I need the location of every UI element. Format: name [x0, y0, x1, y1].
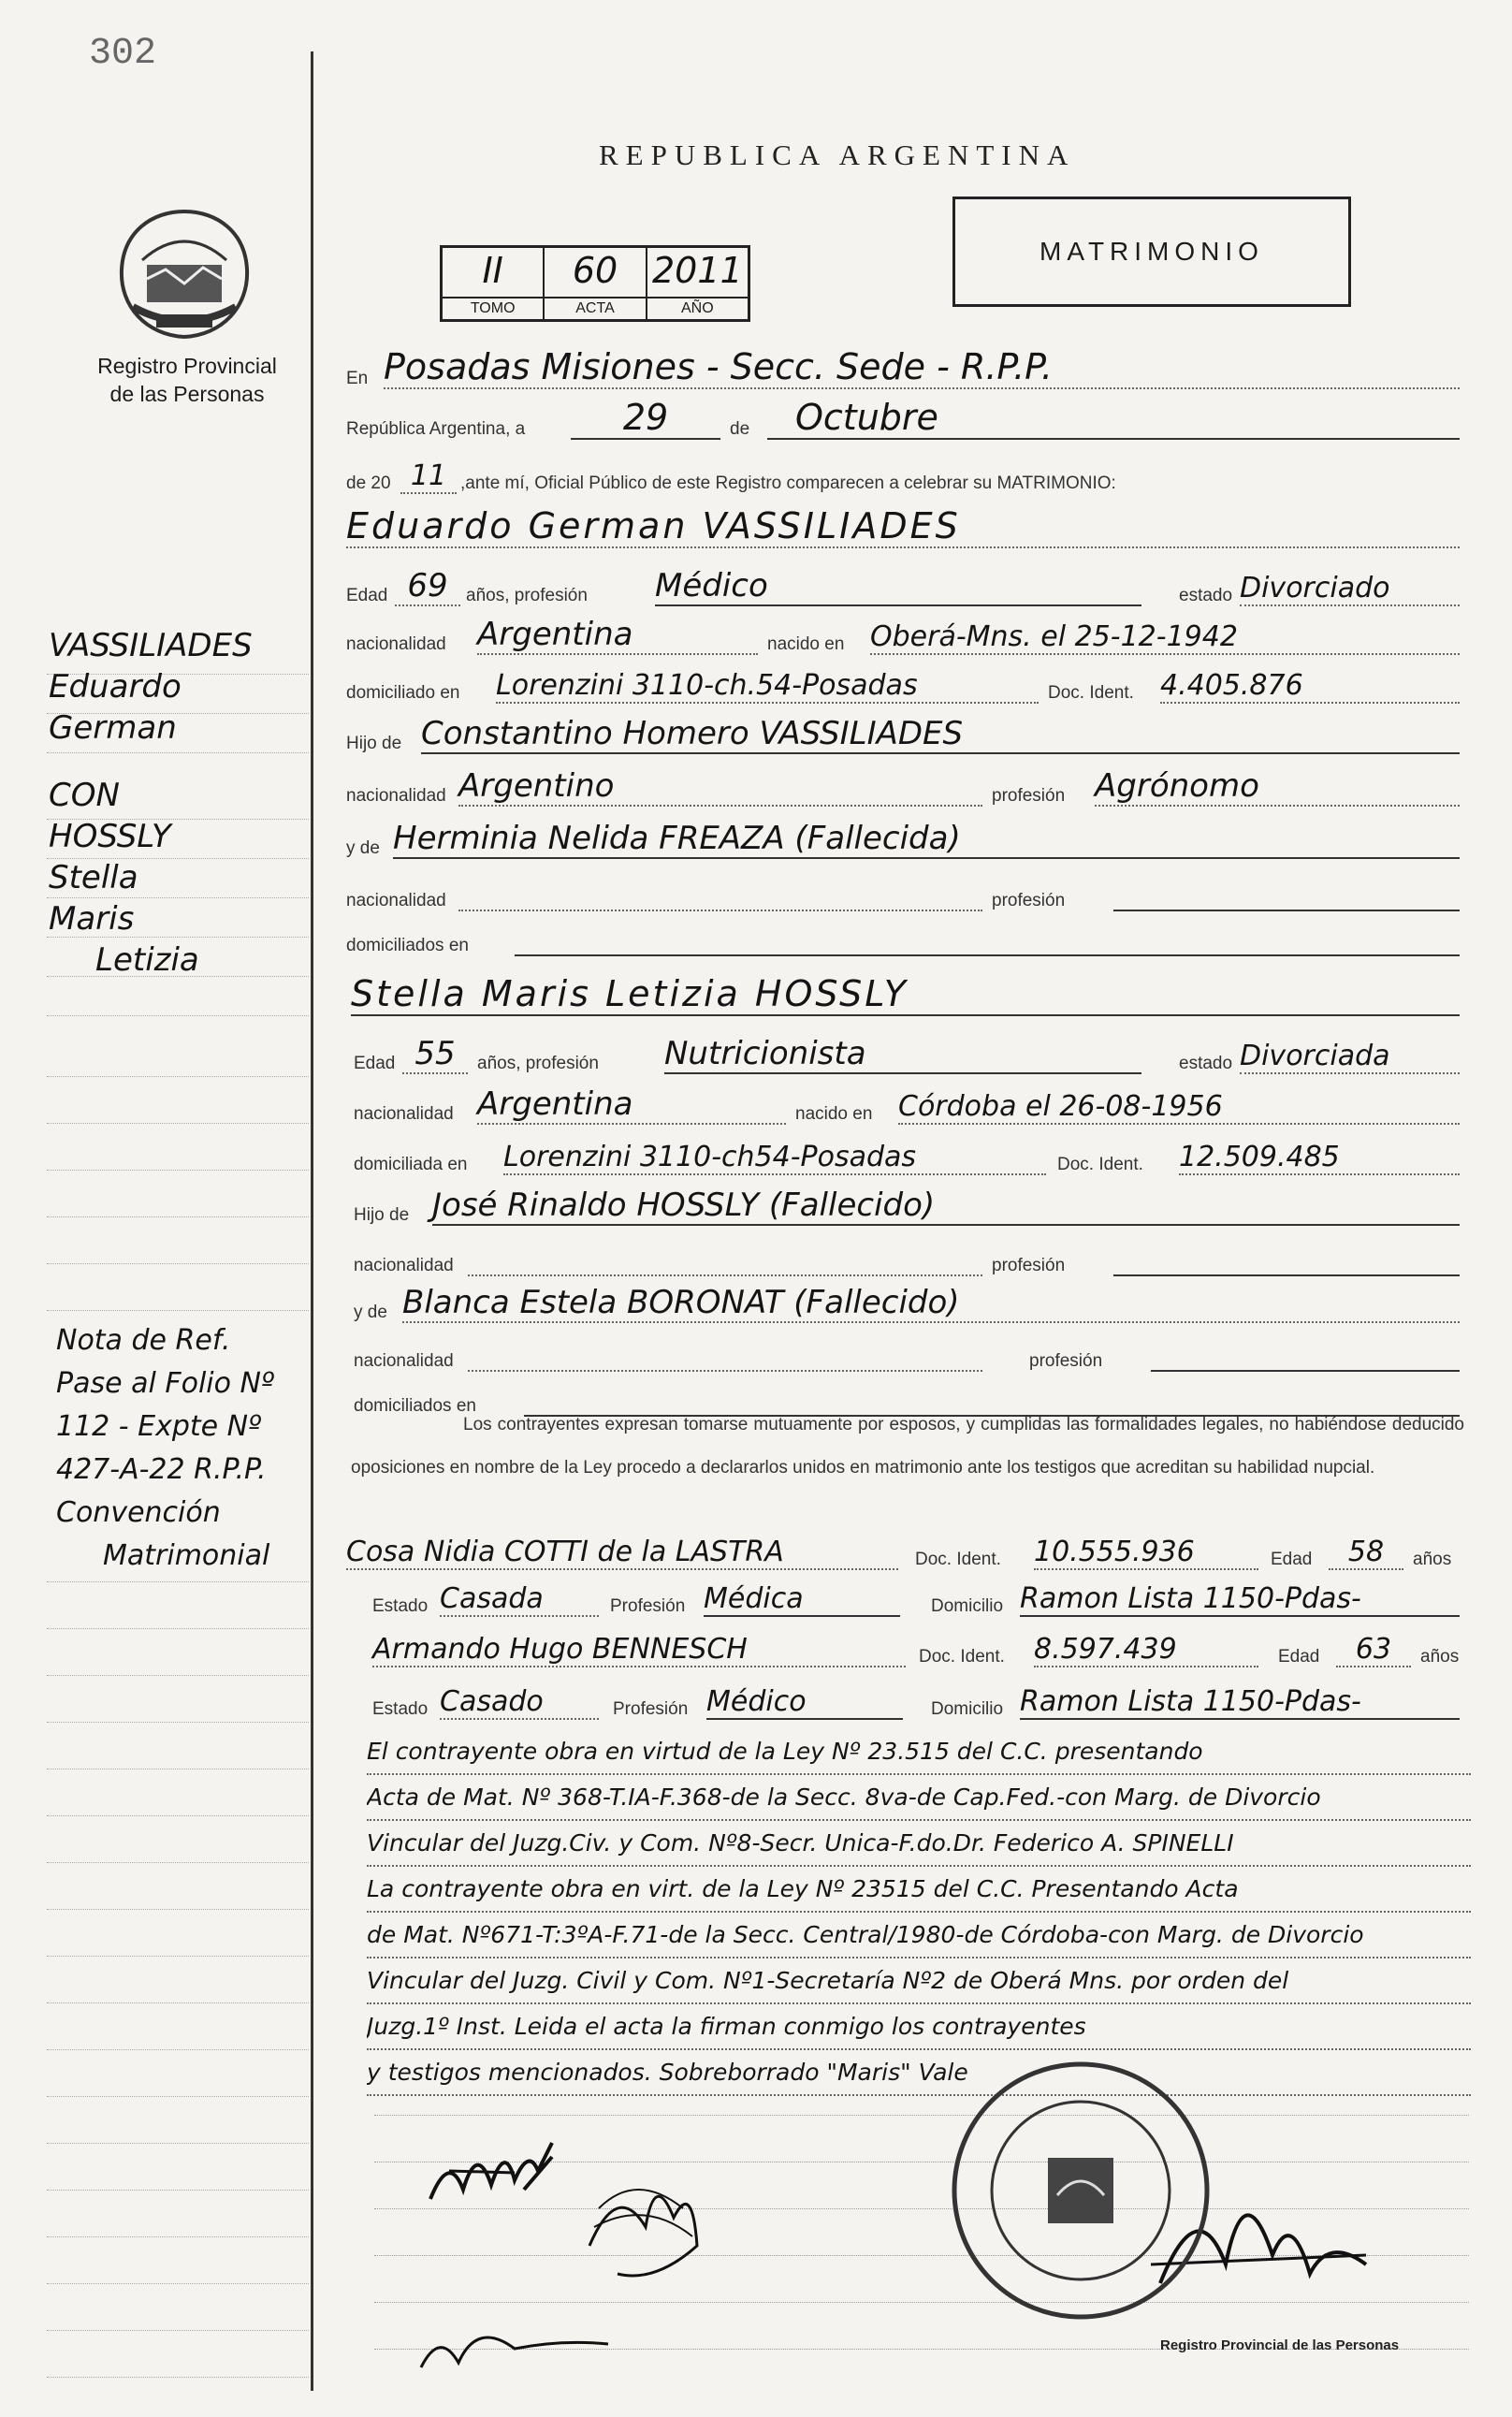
provincial-seal-icon [105, 204, 264, 344]
act-number-box [440, 245, 750, 322]
groom-mother: Herminia Nelida FREAZA (Fallecida) [393, 820, 1460, 859]
date-row: República Argentina, a 29 de Octubre [346, 404, 1469, 445]
groom-father-profession: Agrónomo [1095, 767, 1460, 807]
anio-label: AÑO [647, 297, 748, 319]
bride-status: Divorciada [1240, 1040, 1460, 1074]
signatures-icon [374, 2115, 1478, 2405]
witness1-status: Casada [440, 1582, 599, 1617]
groom-born: Oberá-Mns. el 25-12-1942 [870, 620, 1460, 655]
month-value: Octubre [767, 397, 1460, 440]
bride-profession: Nutricionista [664, 1035, 1141, 1074]
year-row: de 20 11 ,ante mí, Oficial Público de este Registro comparecen a celebrar su MATRIMONIO: [346, 459, 1116, 493]
witness1-address: Ramon Lista 1150-Pdas- [1020, 1582, 1460, 1617]
witness1-doc: 10.555.936 [1034, 1536, 1258, 1570]
place-value: Posadas Misiones - Secc. Sede - R.P.P. [384, 346, 1460, 389]
witness2-profession: Médico [706, 1685, 903, 1720]
page-number: 302 [89, 33, 157, 75]
bride-nationality: Argentina [477, 1085, 786, 1125]
witness2-name: Armando Hugo BENNESCH [372, 1633, 906, 1667]
day-value: 29 [571, 397, 720, 440]
witness2-status: Casado [440, 1685, 599, 1720]
groom-father: Constantino Homero VASSILIADES [421, 715, 1460, 754]
margin-note: Nota de Ref. Pase al Folio Nº 112 - Expte Nº 427-A-22 R.P.P. Convención Matrimonial [56, 1324, 275, 1572]
witness1-age: 58 [1329, 1536, 1403, 1570]
groom-nationality: Argentina [477, 616, 758, 655]
acta-value: 60 [572, 250, 618, 291]
declaration-text: Los contrayentes expresan tomarse mutuamente por esposos, y cumplidas las formalidades legales, no habiéndose deducido oposiciones en nombre de la Ley procedo a declararlos unidos en matrimonio ante los testigos que acreditan su habilidad nupcial. [351, 1415, 1464, 1478]
place-row: En Posadas Misiones - Secc. Sede - R.P.P. [346, 354, 1469, 395]
margin-rule [311, 51, 313, 2391]
margin-names: VASSILIADES Eduardo German CON HOSSLY Stella Maris Letizia [49, 627, 253, 979]
bride-age: 55 [402, 1035, 468, 1074]
bride-doc: 12.509.485 [1179, 1141, 1460, 1175]
republic-heading: REPUBLICA ARGENTINA [599, 138, 1076, 171]
witness2-doc: 8.597.439 [1034, 1633, 1258, 1667]
handwritten-notes: El contrayente obra en virtud de la Ley Nº 23.515 del C.C. presentando Acta de Mat. Nº 368-T.IA-F.368-de la Secc. 8va-de Cap.Fed.-con Marg. de Divorcio Vincular del Juzg.Civ. y Com. Nº8-Secr. Unica-F.do.Dr. Federico A. SPINELLI La contrayente obra en virt. de la Ley Nº 23515 del C.C. Presentando Acta de Mat. Nº671-T:3ºA-F.71-de la Secc. Central/1980-de Córdoba-con Marg. de Divorcio Vincular del Juzg. Civil y Com. Nº1-Secretaría Nº2 de Oberá Mns. por orden del Juzg.1º Inst. Leida el acta la firman conmigo los contrayentes y testigos mencionados. Sobreborrado "Maris" Vale [367, 1729, 1471, 2096]
witness1-profession: Médica [704, 1582, 900, 1617]
bride-mother: Blanca Estela BORONAT (Fallecido) [402, 1284, 1460, 1323]
year-value: 11 [400, 459, 457, 494]
bride-father: José Rinaldo HOSSLY (Fallecido) [432, 1187, 1460, 1226]
anio-value: 2011 [651, 250, 743, 291]
act-type-box: MATRIMONIO [952, 197, 1351, 307]
official-stamp-icon [945, 2055, 1216, 2326]
groom-age: 69 [395, 567, 460, 606]
groom-profession: Médico [655, 567, 1141, 606]
bride-name: Stella Maris Letizia HOSSLY [351, 973, 1460, 1016]
witness2-age: 63 [1336, 1633, 1411, 1667]
groom-father-nationality: Argentino [458, 767, 982, 807]
tomo-value: II [482, 250, 503, 291]
witness1-name: Cosa Nidia COTTI de la LASTRA [346, 1536, 898, 1570]
groom-doc: 4.405.876 [1160, 669, 1460, 704]
tomo-label: TOMO [443, 297, 543, 319]
groom-status: Divorciado [1240, 572, 1460, 606]
groom-name: Eduardo German VASSILIADES [346, 505, 1460, 548]
bride-address: Lorenzini 3110-ch54-Posadas [503, 1141, 1046, 1175]
groom-address: Lorenzini 3110-ch.54-Posadas [496, 669, 1039, 704]
stamp-text: Registro Provincial de las Personas [1160, 2337, 1400, 2353]
witness2-address: Ramon Lista 1150-Pdas- [1020, 1685, 1460, 1720]
bride-born: Córdoba el 26-08-1956 [898, 1090, 1460, 1125]
acta-label: ACTA [545, 297, 645, 319]
registry-name: Registro Provincial de las Personas [97, 354, 277, 406]
